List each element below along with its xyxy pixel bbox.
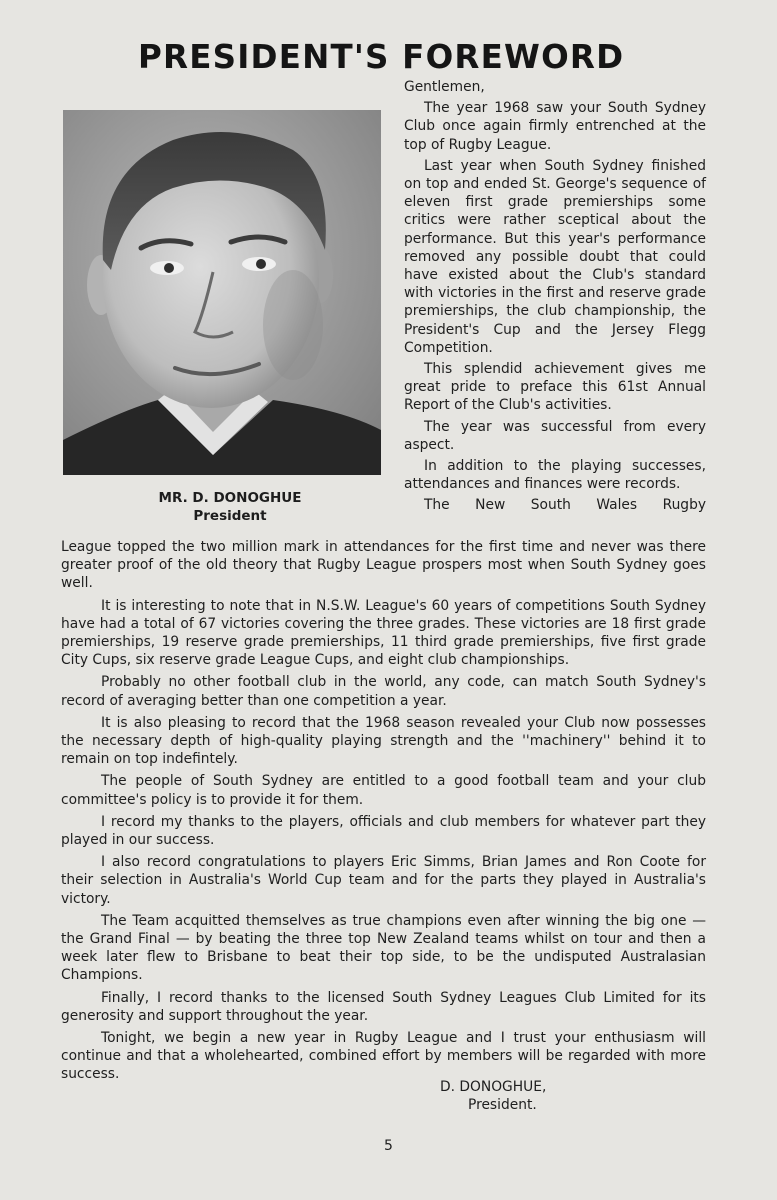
paragraph: League topped the two million mark in attendances for the first time and never was there greater proof of the old theory that Rugby League prospers most when South Sydney goes well. [61, 539, 706, 592]
paragraph: Finally, I record thanks to the licensed South Sydney Leagues Club Limited for its generosity and support throughout the year. [61, 989, 706, 1024]
signature-name: D. DONOGHUE, [440, 1079, 547, 1095]
page-title: PRESIDENT'S FOREWORD [138, 38, 625, 76]
paragraph: Tonight, we begin a new year in Rugby League and I trust your enthusiasm will continue and that a wholehearted, combined effort by members will be regarded with more success. [61, 1030, 706, 1083]
photo-caption [110, 489, 350, 525]
caption-role: President [193, 508, 267, 524]
paragraph: It is also pleasing to record that the 1968 season revealed your Club now possesses the necessary depth of high-quality playing strength and the ''machinery'' behind it to remain on top indefintely. [61, 714, 706, 768]
paragraph: The year 1968 saw your South Sydney Club once again firmly entrenched at the top of Rugby League. [404, 100, 706, 153]
full-width-text [61, 538, 706, 1088]
paragraph: I also record congratulations to players Eric Simms, Brian James and Ron Coote for their selection in Australia's World Cup team and for the parts they played in Australia's victory. [61, 854, 706, 907]
paragraph: It is interesting to note that in N.S.W. League's 60 years of competitions South Sydney have had a total of 67 victories covering the three grades. These victories are 18 first grade premierships, 19 reserve grade premierships, 11 third grade premierships, five first grade City Cups, six reserve grade League Cups, and eight club championships. [61, 597, 706, 669]
paragraph: The New South Wales Rugby [424, 497, 706, 514]
page-number: 5 [384, 1138, 393, 1154]
portrait-image [63, 110, 381, 475]
paragraph: In addition to the playing successes, attendances and finances were records. [404, 458, 706, 493]
caption-name: MR. D. DONOGHUE [158, 490, 302, 506]
paragraph: The people of South Sydney are entitled to a good football team and your club committee's policy is to provide it for them. [61, 773, 706, 808]
president-portrait-photo [63, 110, 381, 475]
signature-block [440, 1078, 546, 1114]
right-column-text [404, 78, 706, 518]
paragraph: Last year when South Sydney finished on top and ended St. George's sequence of eleven first grade premierships some critics were rather sceptical about the performance. But this year's performance removed any possible doubt that could have existed about the Club's standard with victories in the first and reserve grade premierships, the club championship, the President's Cup and the Jersey Flegg Competition. [404, 157, 706, 356]
signature-role: President. [468, 1097, 537, 1114]
paragraph-greeting: Gentlemen, [404, 79, 485, 95]
paragraph: Probably no other football club in the world, any code, can match South Sydney's record of averaging better than one competition a year. [61, 674, 706, 709]
paragraph: The year was successful from every aspect. [404, 418, 706, 453]
paragraph: The Team acquitted themselves as true champions even after winning the big one — the Grand Final — by beating the three top New Zealand teams whilst on tour and then a week later flew to Brisbane to beat their top side, to be the undisputed Australasian Champions. [61, 912, 706, 984]
paragraph: This splendid achievement gives me great pride to preface this 61st Annual Report of the Club's activities. [404, 361, 706, 414]
paragraph: I record my thanks to the players, officials and club members for whatever part they played in our success. [61, 813, 706, 849]
